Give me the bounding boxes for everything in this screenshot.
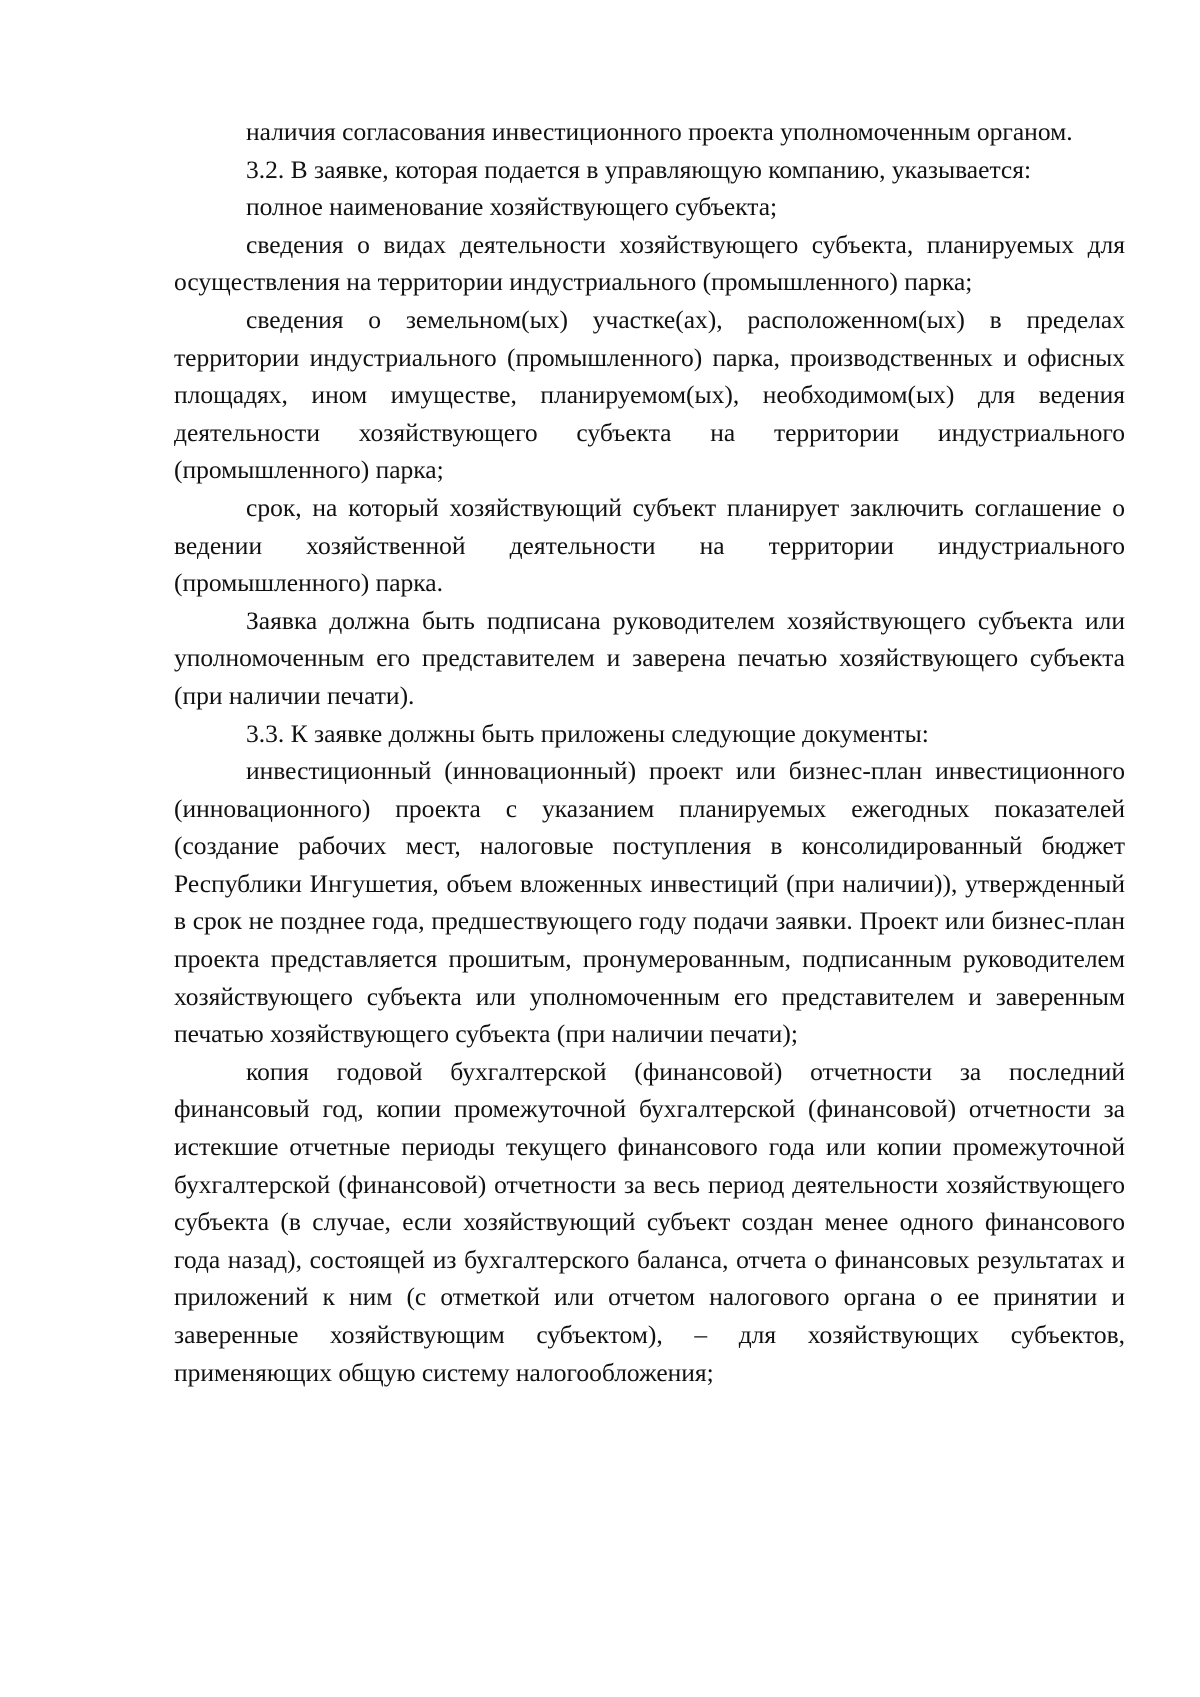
paragraph-activity-types: сведения о видах деятельности хозяйствующего субъекта, планируемых для осуществления на территории индустриального (промышленного) парка; [174, 229, 1125, 297]
paragraph-land-plots: сведения о земельном(ых) участке(ах), расположенном(ых) в пределах территории индустриального (промышленного) парка, производственных и офисных площадях, ином имуществе, планируемом(ых), необходимом(ых) для ведения деятельности хозяйствующего субъекта на территории индустриального (промышленного) парка; [174, 304, 1125, 485]
paragraph-approval-continuation: наличия согласования инвестиционного проекта уполномоченным органом. [246, 117, 1073, 146]
document-body [174, 113, 1125, 1391]
paragraph-financial-statements: копия годовой бухгалтерской (финансовой) отчетности за последний финансовый год, копии промежуточной бухгалтерской (финансовой) отчетности за истекшие отчетные периоды текущего финансового года или копии промежуточной бухгалтерской (финансовой) отчетности за весь период деятельности хозяйствующего субъекта (в случае, если хозяйствующий субъект создан менее одного финансового года назад), состоящей из бухгалтерского баланса, отчета о финансовых результатах и приложений к ним (с отметкой или отчетом налогового органа о ее принятии и заверенные хозяйствующим субъектом), – для хозяйствующих субъектов, применяющих общую систему налогообложения; [174, 1056, 1125, 1387]
paragraph-business-plan: инвестиционный (инновационный) проект или бизнес-план инвестиционного (инновационного) проекта с указанием планируемых ежегодных показателей (создание рабочих мест, налоговые поступления в консолидированный бюджет Республики Ингушетия, объем вложенных инвестиций (при наличии)), утвержденный в срок не позднее года, предшествующего году подачи заявки. Проект или бизнес-план проекта представляется прошитым, пронумерованным, подписанным руководителем хозяйствующего субъекта или уполномоченным его представителем и заверенным печатью хозяйствующего субъекта (при наличии печати); [174, 756, 1125, 1049]
paragraph-section-3-2: 3.2. В заявке, которая подается в управляющую компанию, указывается: [246, 154, 1032, 184]
paragraph-signature-requirement: Заявка должна быть подписана руководителем хозяйствующего субъекта или уполномоченным его представителем и заверена печатью хозяйствующего субъекта (при наличии печати). [174, 605, 1125, 710]
paragraph-section-3-3: 3.3. К заявке должны быть приложены следующие документы: [246, 718, 929, 748]
paragraph-agreement-term: срок, на который хозяйствующий субъект планирует заключить соглашение о ведении хозяйственной деятельности на территории индустриального (промышленного) парка. [174, 492, 1125, 598]
paragraph-full-name: полное наименование хозяйствующего субъекта; [246, 192, 778, 222]
